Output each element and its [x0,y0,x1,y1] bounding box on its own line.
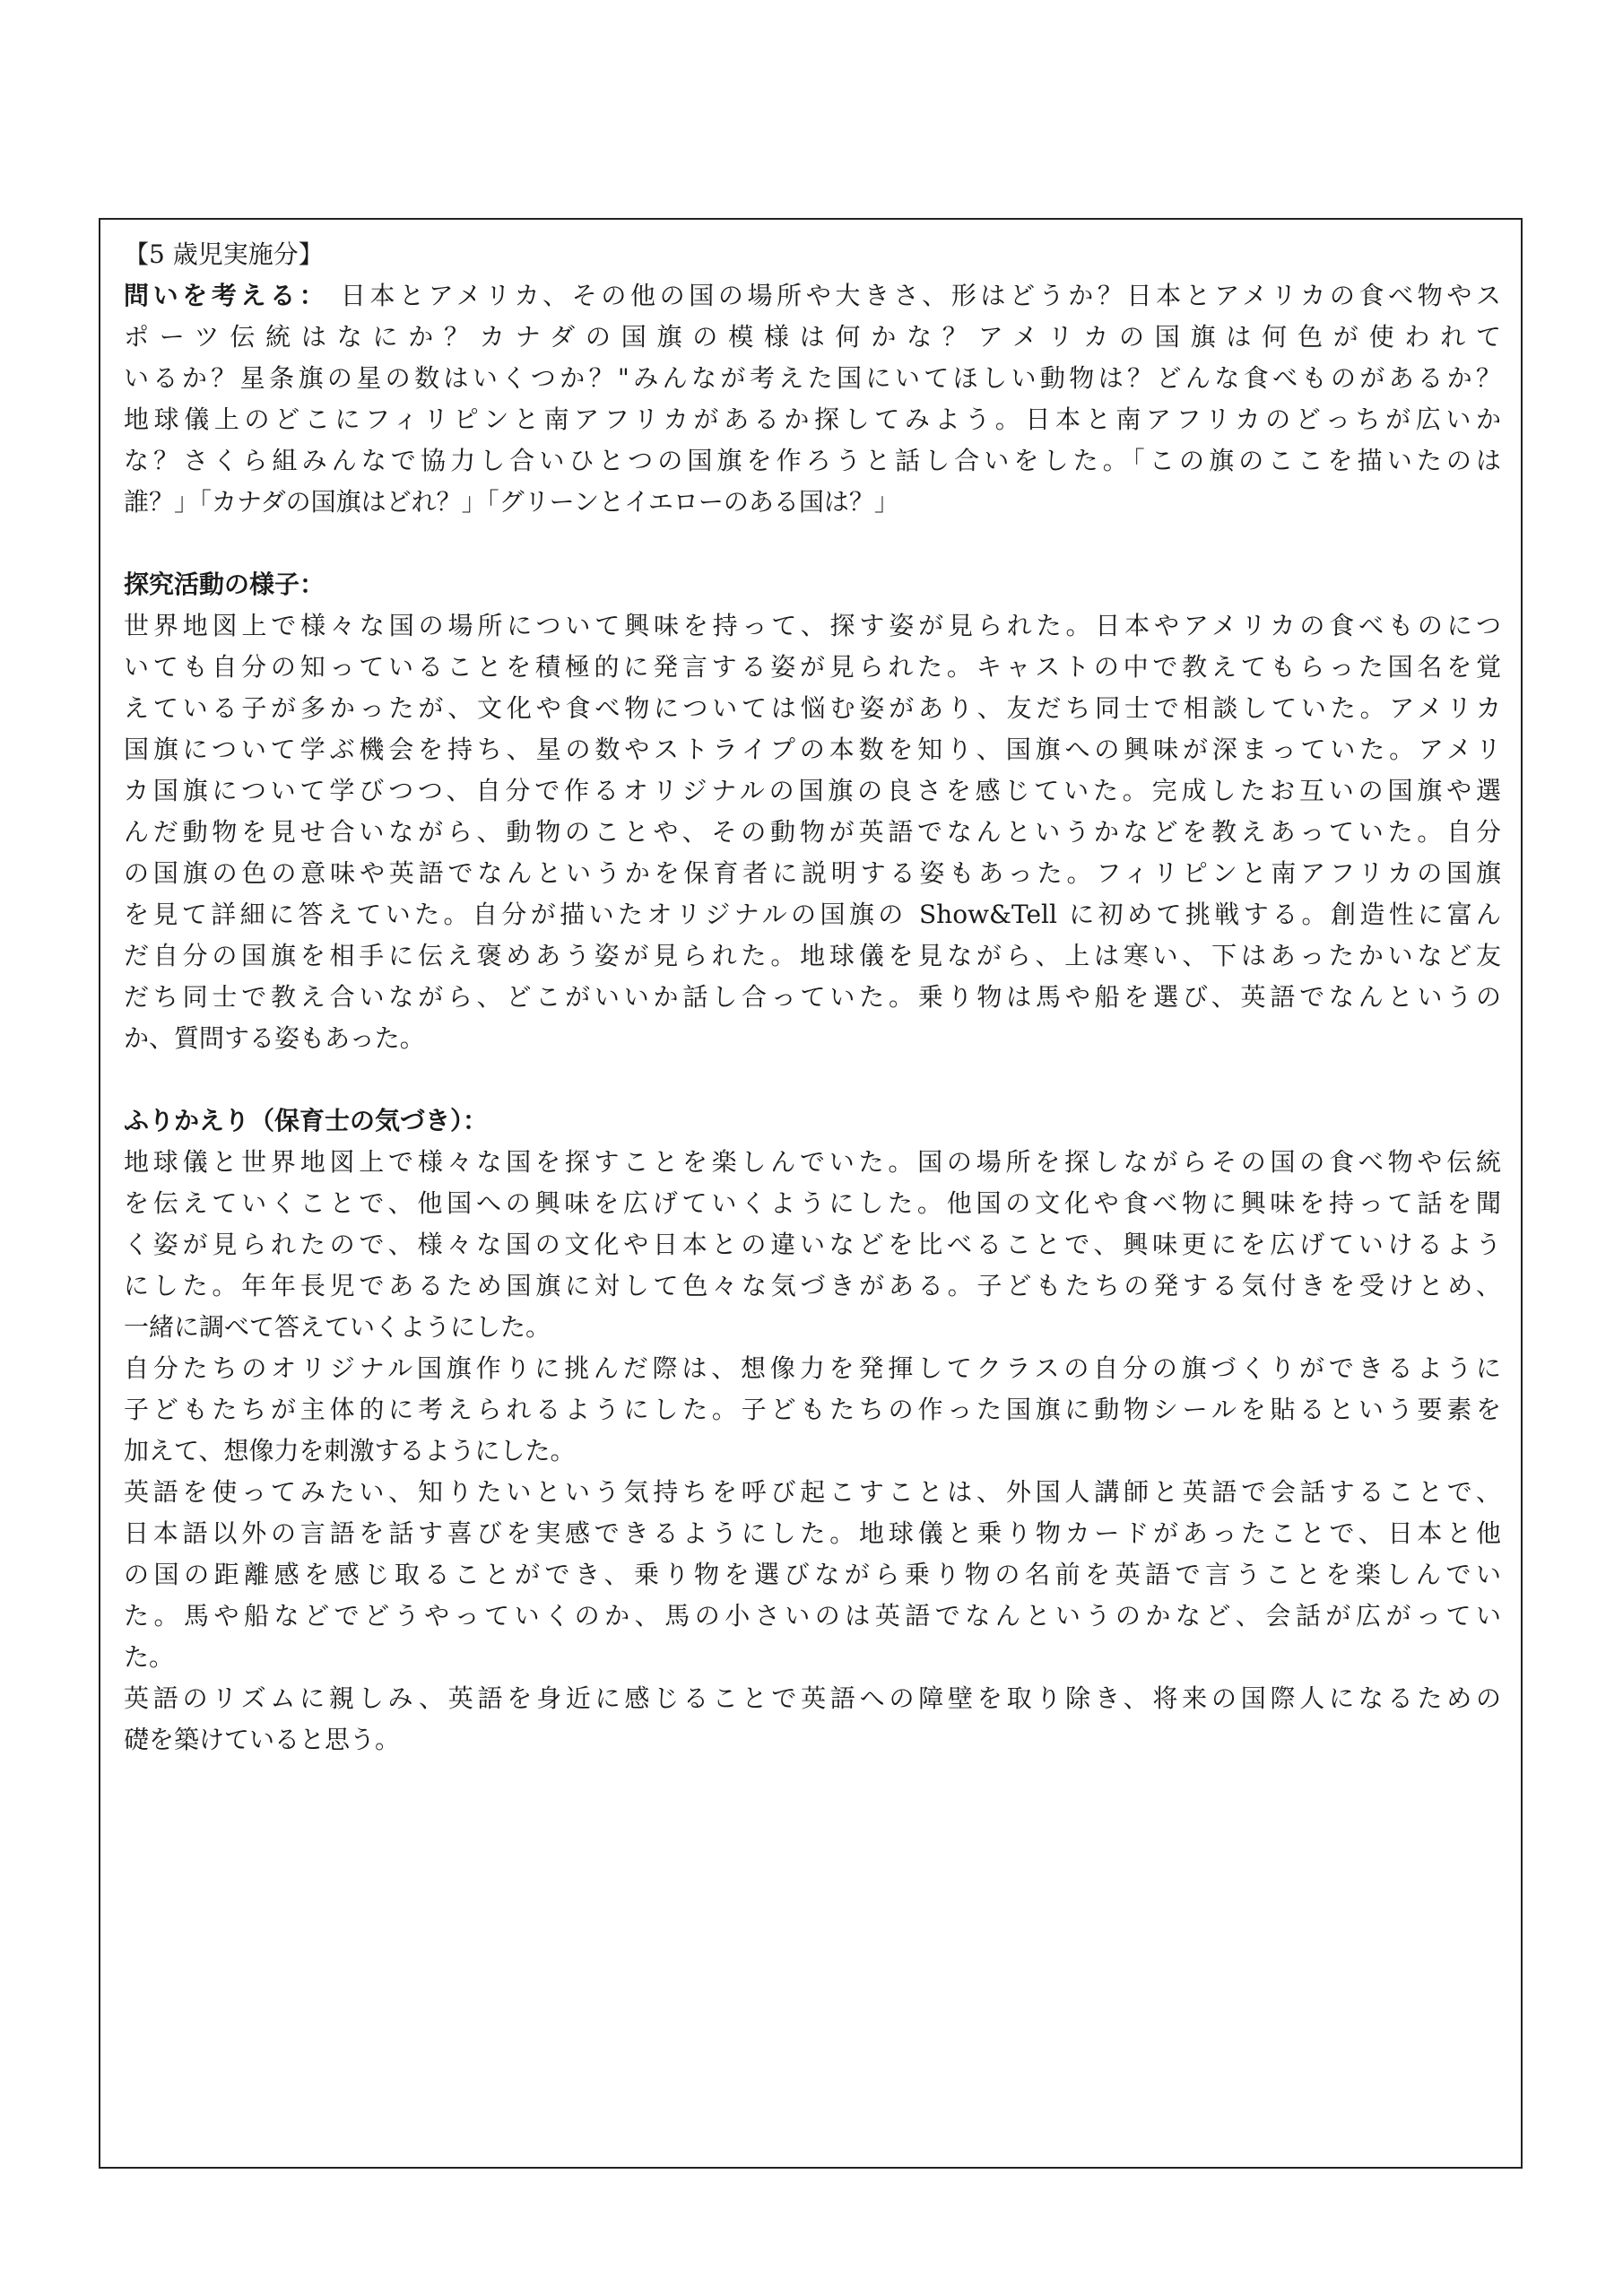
question-line-1: ポーツ伝統はなにか？カナダの国旗の模様は何かな？アメリカの国旗は何色が使われて [124,322,1501,352]
reflection-line-9: 日本語以外の言語を話す喜びを実感できるようにした。地球儀と乗り物カードがあったことで、日本と他 [124,1518,1501,1548]
question-line-5: 誰？」「カナダの国旗はどれ？」「グリーンとイエローのある国は？」 [124,487,899,517]
reflection-line-2: く姿が見られたので、様々な国の文化や日本との違いなどを比べることで、興味更にを広げていけるよう [124,1230,1501,1259]
reflection-line-6: 子どもたちが主体的に考えられるようにした。子どもたちの作った国旗に動物シールを貼るという要素を [124,1395,1501,1424]
reflection-line-7: 加えて、想像力を刺激するようにした。 [124,1436,576,1465]
activity-line-10: か、質問する姿もあった。 [124,1023,425,1053]
reflection-line-3: にした。年年長児であるため国旗に対して色々な気づきがある。子どもたちの発する気付きを受けとめ、 [124,1271,1501,1300]
activity-line-7: を見て詳細に答えていた。自分が描いたオリジナルの国旗の Show&Tell に初めて挑戦する。創造性に富ん [124,900,1501,929]
reflection-heading: ふりかえり（保育士の気づき）： [124,1106,489,1135]
question-line-0 [124,275,1501,317]
reflection-line-5: 自分たちのオリジナル国旗作りに挑んだ際は、想像力を発揮してクラスの自分の旗づくりができるように [124,1353,1501,1383]
section-header: 【5 歳児実施分】 [124,239,324,269]
activity-heading: 探究活動の様子： [124,570,325,599]
activity-line-0: 世界地図上で様々な国の場所について興味を持って、探す姿が見られた。日本やアメリカの食べものにつ [124,611,1501,640]
reflection-line-14: 礎を築けていると思う。 [124,1725,401,1754]
question-text-0: 日本とアメリカ、その他の国の場所や大きさ、形はどうか？日本とアメリカの食べ物やス [328,281,1501,310]
question-line-2: いるか？星条旗の星の数はいくつか？"みんなが考えた国にいてほしい動物は？どんな食べものがあるか？ [124,363,1501,393]
activity-line-9: だち同士で教え合いながら、どこがいいか話し合っていた。乗り物は馬や船を選び、英語でなんというの [124,982,1501,1012]
question-label: 問いを考える： [124,281,329,310]
spacer [124,1059,1501,1100]
activity-line-5: んだ動物を見せ合いながら、動物のことや、その動物が英語でなんというかなどを教えあっていた。自分 [124,817,1501,847]
question-line-4: な？さくら組みんなで協力し合いひとつの国旗を作ろうと話し合いをした。「この旗のここを描いたのは [124,446,1501,475]
reflection-line-8: 英語を使ってみたい、知りたいという気持ちを呼び起こすことは、外国人講師と英語で会話することで、 [124,1477,1501,1507]
report-frame [99,218,1523,2169]
reflection-line-11: た。馬や船などでどうやっていくのか、馬の小さいのは英語でなんというのかなど、会話が広がってい [124,1601,1501,1631]
activity-line-1: いても自分の知っていることを積極的に発言する姿が見られた。キャストの中で教えてもらった国名を覚 [124,652,1501,682]
spacer [124,523,1501,564]
reflection-line-0: 地球儀と世界地図上で様々な国を探すことを楽しんでいた。国の場所を探しながらその国の食べ物や伝統 [124,1147,1501,1177]
reflection-line-13: 英語のリズムに親しみ、英語を身近に感じることで英語への障壁を取り除き、将来の国際人になるための [124,1683,1501,1713]
question-line-3: 地球儀上のどこにフィリピンと南アフリカがあるか探してみよう。日本と南アフリカのどっちが広いか [124,404,1501,434]
activity-line-8: だ自分の国旗を相手に伝え褒めあう姿が見られた。地球儀を見ながら、上は寒い、下はあったかいなど友 [124,941,1501,970]
activity-line-6: の国旗の色の意味や英語でなんというかを保育者に説明する姿もあった。フィリピンと南アフリカの国旗 [124,858,1501,888]
activity-line-2: えている子が多かったが、文化や食べ物については悩む姿があり、友だち同士で相談していた。アメリカ [124,693,1501,723]
activity-line-4: カ国旗について学びつつ、自分で作るオリジナルの国旗の良さを感じていた。完成したお互いの国旗や選 [124,776,1501,805]
reflection-line-1: を伝えていくことで、他国への興味を広げていくようにした。他国の文化や食べ物に興味を持って話を聞 [124,1188,1501,1218]
activity-line-3: 国旗について学ぶ機会を持ち、星の数やストライプの本数を知り、国旗への興味が深まっていた。アメリ [124,735,1501,764]
reflection-line-12: た。 [124,1642,175,1672]
reflection-line-4: 一緒に調べて答えていくようにした。 [124,1312,551,1342]
reflection-line-10: の国の距離感を感じ取ることができ、乗り物を選びながら乗り物の名前を英語で言うことを楽しんでい [124,1560,1501,1589]
